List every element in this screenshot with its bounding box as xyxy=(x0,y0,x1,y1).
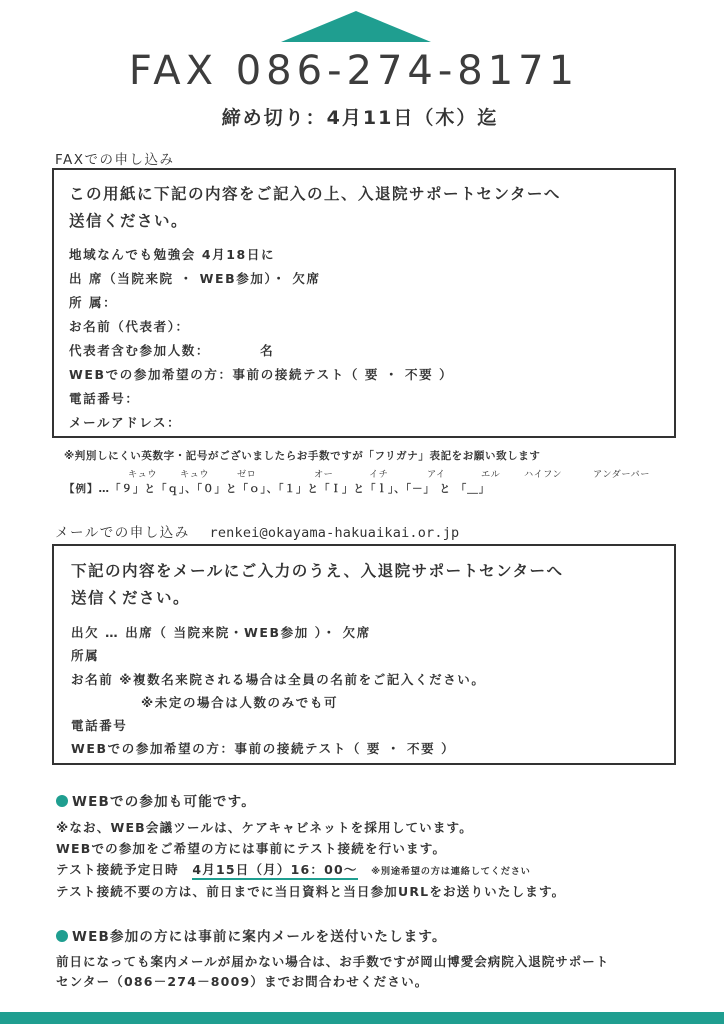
mail-section-label xyxy=(55,521,459,541)
web-test-row xyxy=(56,860,531,878)
fax-field-affiliation: 所 属： xyxy=(69,295,118,310)
bullet-dot-icon xyxy=(56,795,68,807)
deadline: 締め切り：4月11日（木）迄 xyxy=(221,107,499,129)
fax-intro-line1: この用紙に下記の内容をご記入の上、入退院サポートセンターへ xyxy=(69,185,561,203)
furigana-q: キュウ xyxy=(180,469,210,480)
mail-field-affiliation: 所属 xyxy=(71,648,100,663)
web-heading-2-text: WEB参加の方には事前に案内メールを送付いたします。 xyxy=(72,929,447,945)
fax-field-count: 代表者含む参加人数： 名 xyxy=(69,343,275,358)
fax-intro-line2: 送信ください。 xyxy=(69,212,189,230)
web-test-label: テスト接続予定日時 xyxy=(56,862,179,877)
furigana-o: オー xyxy=(314,469,334,480)
furigana-1: イチ xyxy=(369,469,389,480)
fax-field-phone: 電話番号： xyxy=(69,391,140,406)
web-line-4: テスト接続不要の方は、前日までに当日資料と当日参加URLをお送りいたします。 xyxy=(56,884,566,899)
fax-section-label: FAXでの申し込み xyxy=(55,152,175,168)
fax-form-box xyxy=(52,168,676,438)
furigana-I: アイ xyxy=(427,469,446,480)
web-line-6: センター（086－274－8009）までお問合わせください。 xyxy=(56,974,429,989)
mail-field-attendance: 出欠 … 出席（ 当院来院・WEB参加 ）・ 欠席 xyxy=(71,625,371,640)
bullet-dot-icon xyxy=(56,930,68,942)
fax-field-name: お名前（代表者）： xyxy=(69,319,190,334)
furigana-hyphen: ハイフン xyxy=(524,469,563,480)
fax-field-attendance: 出 席（当院来院 ・ WEB参加）・ 欠席 xyxy=(69,271,321,286)
fax-field-email: メールアドレス： xyxy=(69,415,182,430)
footer-bar xyxy=(0,1012,724,1024)
web-test-note: ※別途希望の方は連絡してください xyxy=(371,866,531,877)
furigana-9: キュウ xyxy=(128,469,158,480)
furigana-0: ゼロ xyxy=(237,469,257,480)
mail-field-name: お名前 ※複数名来院される場合は全員の名前をご記入ください。 xyxy=(71,672,486,687)
web-line-1: ※なお、WEB会議ツールは、ケアキャビネットを採用しています。 xyxy=(56,820,473,835)
mail-intro-line1: 下記の内容をメールにご入力のうえ、入退院サポートセンターへ xyxy=(71,562,564,580)
mail-form-box xyxy=(52,544,676,765)
mail-field-web-test: WEBでの参加希望の方：事前の接続テスト（ 要 ・ 不要 ） xyxy=(71,741,456,756)
web-test-date: 4月15日（月）16：00～ xyxy=(192,862,357,880)
web-heading-1-text: WEBでの参加も可能です。 xyxy=(72,794,256,810)
furigana-l: エル xyxy=(481,469,501,480)
web-line-2: WEBでの参加をご希望の方には事前にテスト接続を行います。 xyxy=(56,841,447,856)
header-triangle-decoration xyxy=(281,11,431,42)
fax-number-title: FAX 086-274-8171 xyxy=(128,48,580,94)
web-heading-1 xyxy=(56,790,256,810)
mail-field-phone: 電話番号 xyxy=(71,718,128,733)
web-line-5: 前日になっても案内メールが届かない場合は、お手数ですが岡山博愛会病院入退院サポート xyxy=(56,954,610,969)
fax-example: 【例】…「９」と「ｑ」、「０」と「ｏ」、「１」と「Ｉ」と「ｌ」、「－」 と 「＿」 xyxy=(64,483,491,495)
fax-note: ※判別しにくい英数字・記号がございましたらお手数ですが「フリガナ」表記をお願い致します xyxy=(64,450,541,462)
fax-field-web-test: WEBでの参加希望の方：事前の接続テスト（ 要 ・ 不要 ） xyxy=(69,367,454,382)
mail-section-label-text: メールでの申し込み xyxy=(55,525,190,541)
web-heading-2 xyxy=(56,925,447,945)
mail-field-name-note: ※未定の場合は人数のみでも可 xyxy=(141,695,339,710)
mail-intro-line2: 送信ください。 xyxy=(71,589,191,607)
fax-field-event: 地域なんでも勉強会 4月18日に xyxy=(69,247,276,262)
furigana-underbar: アンダーバー xyxy=(593,469,650,480)
mail-address[interactable]: renkei@okayama-hakuaikai.or.jp xyxy=(209,525,460,541)
